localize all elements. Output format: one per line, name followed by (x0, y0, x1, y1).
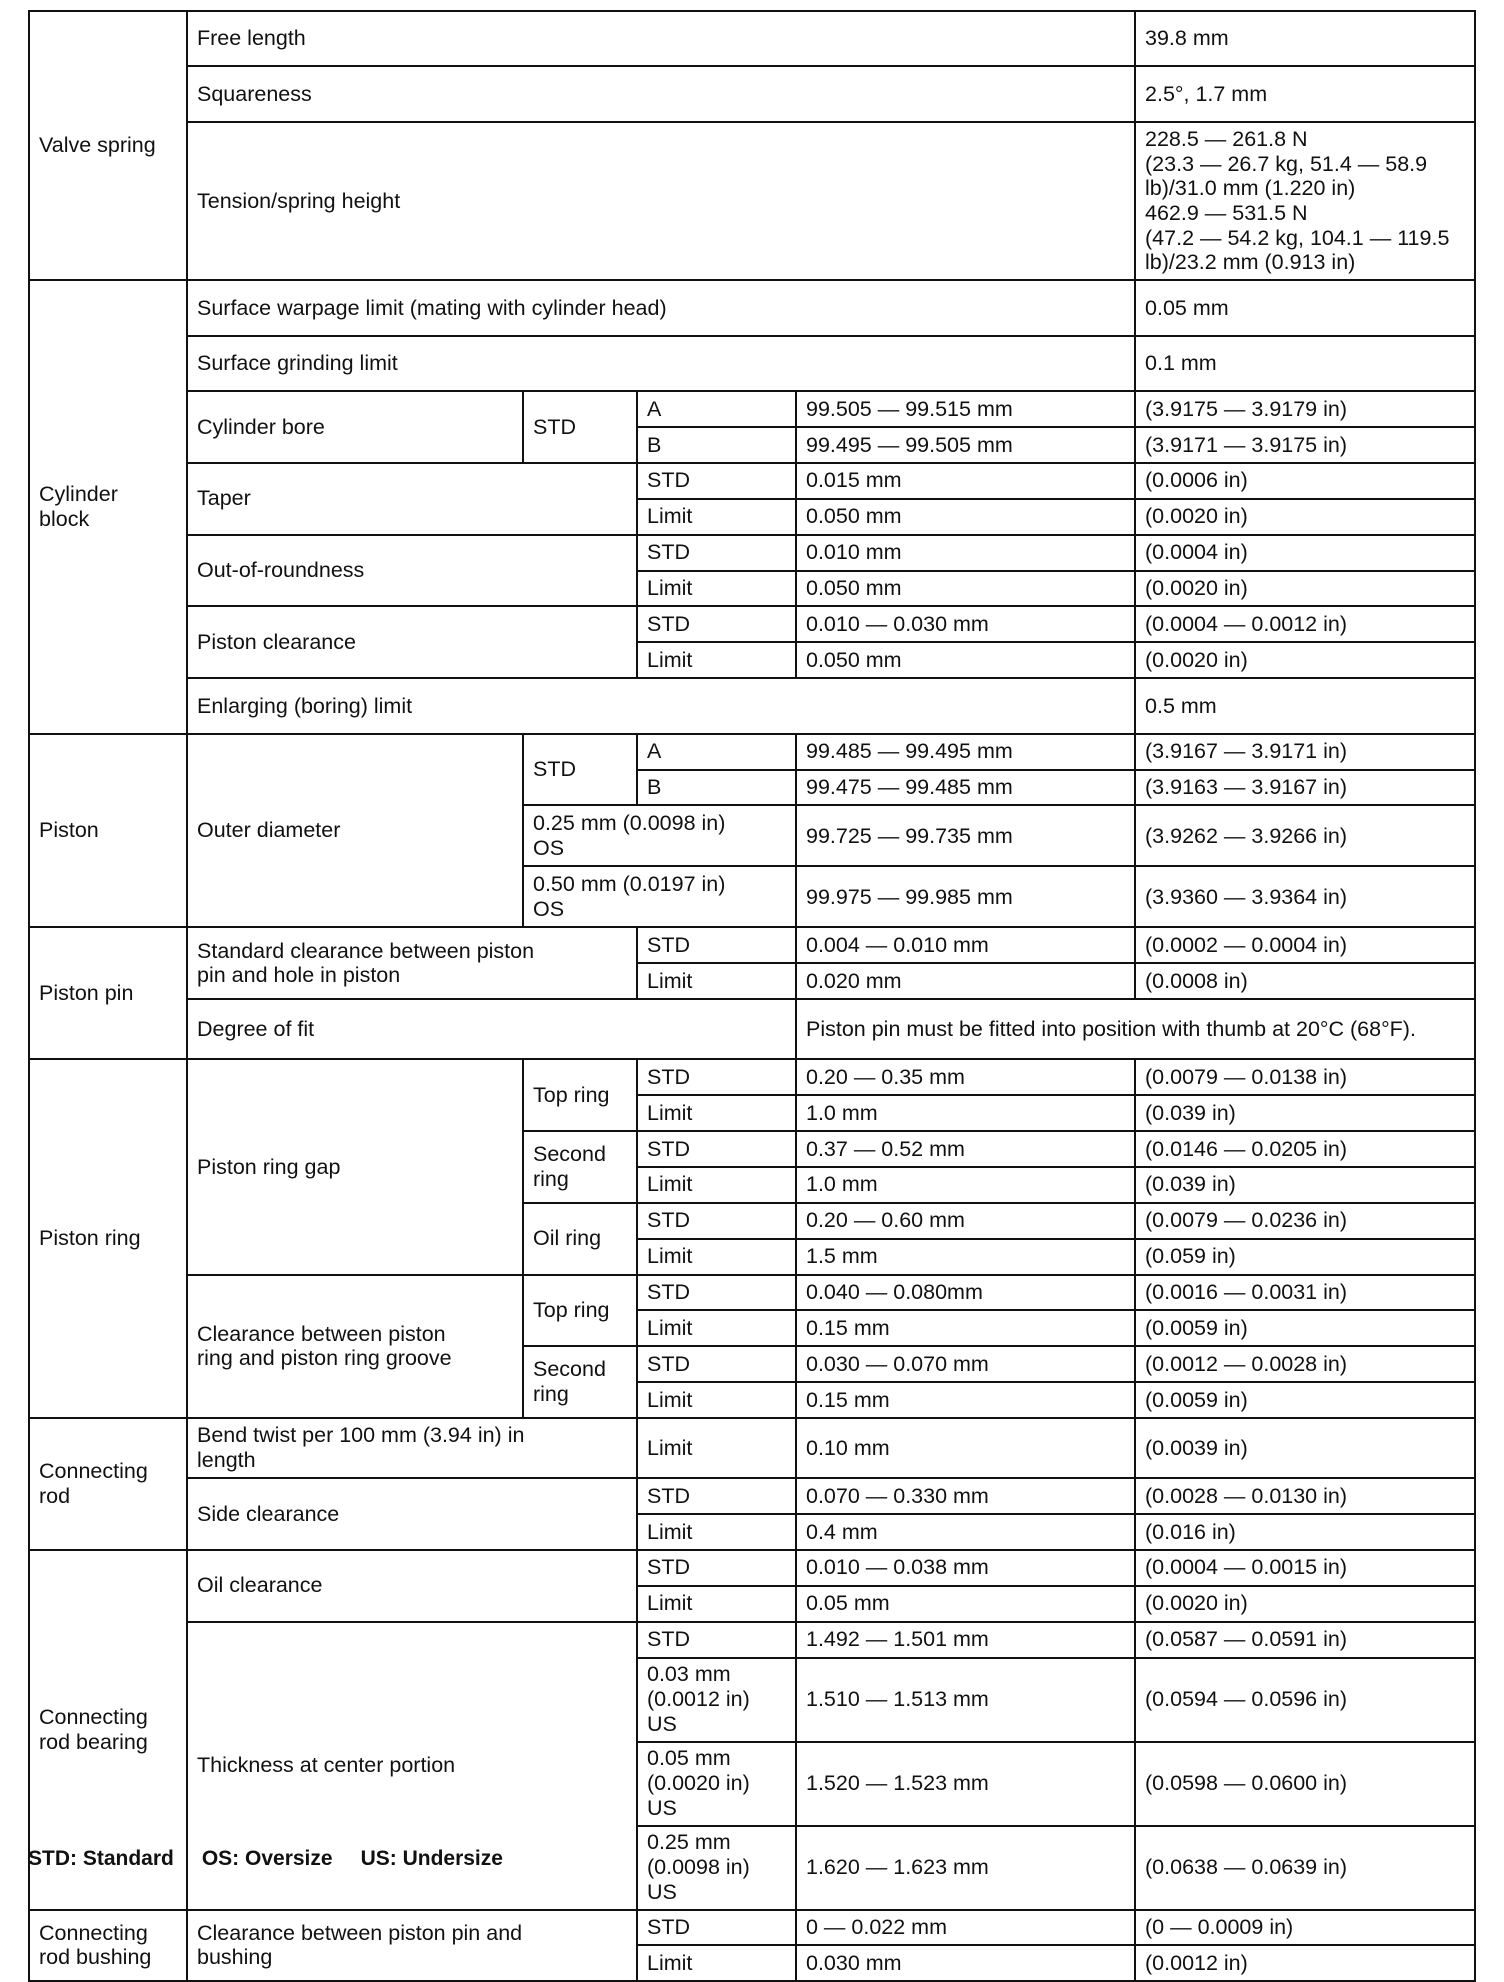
value-in: (0.0020 in) (1135, 1586, 1475, 1622)
value-in: (0.0020 in) (1135, 571, 1475, 607)
value-in: (0.0638 — 0.0639 in) (1135, 1826, 1475, 1910)
limit-label: Limit (637, 1945, 796, 1981)
value-mm: 2.5°, 1.7 mm (1135, 66, 1475, 121)
group-label-line: Connecting (39, 1920, 148, 1945)
undersize-line: 0.25 mm (647, 1830, 731, 1855)
table-row (29, 391, 1475, 427)
item-label: Free length (187, 11, 1135, 66)
limit-label: Limit (637, 1586, 796, 1622)
std-label: STD (637, 1131, 796, 1167)
group-label-line: rod bearing (39, 1729, 148, 1754)
value-mm: 1.492 — 1.501 mm (796, 1622, 1135, 1658)
tension-line: 462.9 — 531.5 N (1145, 201, 1308, 226)
std-label: STD (523, 734, 637, 806)
value-mm: 0.010 — 0.030 mm (796, 606, 1135, 642)
item-label: Squareness (187, 66, 1135, 121)
value-mm: 0.010 — 0.038 mm (796, 1550, 1135, 1586)
value-in: (0.039 in) (1135, 1167, 1475, 1203)
value-mm: 0.004 — 0.010 mm (796, 927, 1135, 963)
value-mm: 39.8 mm (1135, 11, 1475, 66)
table-row (29, 1550, 1475, 1586)
value-mm: 99.475 — 99.485 mm (796, 770, 1135, 806)
table-row (29, 606, 1475, 642)
value-in: (0.0059 in) (1135, 1382, 1475, 1418)
value-mm: 0.030 — 0.070 mm (796, 1346, 1135, 1382)
value-mm: 0.015 mm (796, 463, 1135, 499)
oversize-label (523, 805, 796, 866)
value-in: (0.0004 — 0.0012 in) (1135, 606, 1475, 642)
std-label: STD (523, 391, 637, 463)
value-mm: 0.4 mm (796, 1514, 1135, 1550)
group-valve-spring: Valve spring (29, 11, 187, 280)
std-label: STD (637, 606, 796, 642)
undersize-line: (0.0098 in) (647, 1855, 750, 1880)
group-label-line: rod (39, 1483, 71, 1508)
value-mm: 0.37 — 0.52 mm (796, 1131, 1135, 1167)
value-in: (0.0012 — 0.0028 in) (1135, 1346, 1475, 1382)
undersize-line: 0.03 mm (647, 1662, 731, 1687)
std-label: STD (637, 1910, 796, 1946)
limit-label: Limit (637, 1418, 796, 1478)
ring-label (523, 1346, 637, 1418)
value-mm: 0.050 mm (796, 571, 1135, 607)
value-mm: 99.975 — 99.985 mm (796, 866, 1135, 927)
std-label: STD (637, 1275, 796, 1311)
table-row (29, 734, 1475, 770)
ring-label (523, 1131, 637, 1203)
oversize-tag: OS (533, 835, 565, 860)
value-mm: 1.0 mm (796, 1167, 1135, 1203)
value-in: (0.0020 in) (1135, 499, 1475, 535)
group-connecting-rod (29, 1418, 187, 1550)
undersize-label (637, 1658, 796, 1742)
table-row (29, 1622, 1475, 1658)
value-mm: 0.15 mm (796, 1310, 1135, 1346)
limit-label: Limit (637, 642, 796, 678)
undersize-line: US (647, 1795, 677, 1820)
limit-label: Limit (637, 499, 796, 535)
value-in: (0.0594 — 0.0596 in) (1135, 1658, 1475, 1742)
item-label: Outer diameter (187, 734, 523, 928)
undersize-line: US (647, 1879, 677, 1904)
group-label-line: Connecting (39, 1704, 148, 1729)
item-label: Degree of fit (187, 999, 796, 1059)
item-label-line: bushing (197, 1945, 273, 1970)
tension-line: (23.3 — 26.7 kg, 51.4 — 58.9 lb)/31.0 mm (1.220 in) (1145, 151, 1428, 201)
ring-label-line: Second (533, 1357, 606, 1382)
value-in: (0.0079 — 0.0138 in) (1135, 1059, 1475, 1095)
value-in: (0.0598 — 0.0600 in) (1135, 1742, 1475, 1826)
value-mm: 1.5 mm (796, 1239, 1135, 1275)
item-label: Side clearance (187, 1478, 637, 1550)
value-in: (0.0012 in) (1135, 1945, 1475, 1981)
value-mm: 0.010 mm (796, 535, 1135, 571)
group-piston-pin: Piston pin (29, 927, 187, 1059)
value-in: (0.0059 in) (1135, 1310, 1475, 1346)
item-label (187, 1275, 523, 1419)
value-in: (0.0004 in) (1135, 535, 1475, 571)
table-row (29, 1059, 1475, 1095)
table-row (29, 336, 1475, 391)
value-in: (0.0079 — 0.0236 in) (1135, 1203, 1475, 1239)
item-label (187, 927, 637, 999)
grade-label: A (637, 391, 796, 427)
item-label: Thickness at center portion (187, 1622, 637, 1910)
oversize-label (523, 866, 796, 927)
ring-label: Oil ring (523, 1203, 637, 1275)
item-label: Cylinder bore (187, 391, 523, 463)
limit-label: Limit (637, 1095, 796, 1131)
oversize-size: 0.50 mm (0.0197 in) (533, 872, 726, 897)
std-label: STD (637, 927, 796, 963)
value-in: (3.9262 — 3.9266 in) (1135, 805, 1475, 866)
value-in: (0.0008 in) (1135, 963, 1475, 999)
oversize-size: 0.25 mm (0.0098 in) (533, 811, 726, 836)
limit-label: Limit (637, 571, 796, 607)
limit-label: Limit (637, 1382, 796, 1418)
value-in: (0.0006 in) (1135, 463, 1475, 499)
grade-label: B (637, 427, 796, 463)
item-label: Piston ring gap (187, 1059, 523, 1274)
group-label-line: Cylinder (39, 482, 118, 507)
value-mm: 99.725 — 99.735 mm (796, 805, 1135, 866)
value-in: (3.9163 — 3.9167 in) (1135, 770, 1475, 806)
value-in: (0.0028 — 0.0130 in) (1135, 1478, 1475, 1514)
value-mm: 1.510 — 1.513 mm (796, 1658, 1135, 1742)
value-mm: 0.030 mm (796, 1945, 1135, 1981)
value-mm: 1.0 mm (796, 1095, 1135, 1131)
value-in: (0.0020 in) (1135, 642, 1475, 678)
value-mm: 0.1 mm (1135, 336, 1475, 391)
item-label: Oil clearance (187, 1550, 637, 1622)
item-label-line: Clearance between piston pin and (197, 1920, 523, 1945)
value-mm: 99.505 — 99.515 mm (796, 391, 1135, 427)
std-label: STD (637, 1203, 796, 1239)
item-label: Surface warpage limit (mating with cylinder head) (187, 280, 1135, 335)
item-label: Surface grinding limit (187, 336, 1135, 391)
abbreviation-legend (28, 1847, 531, 1871)
item-label: Out-of-roundness (187, 535, 637, 607)
table-row (29, 1275, 1475, 1311)
item-label: Enlarging (boring) limit (187, 678, 1135, 733)
limit-label: Limit (637, 1167, 796, 1203)
value-in: (0.0146 — 0.0205 in) (1135, 1131, 1475, 1167)
table-row (29, 1910, 1475, 1946)
table-row (29, 535, 1475, 571)
item-label-line: Bend twist per 100 mm (3.94 in) in (197, 1423, 525, 1448)
std-label: STD (637, 1346, 796, 1382)
undersize-label (637, 1826, 796, 1910)
value-in: (3.9167 — 3.9171 in) (1135, 734, 1475, 770)
undersize-label (637, 1742, 796, 1826)
undersize-line: US (647, 1711, 677, 1736)
value-in: (3.9360 — 3.9364 in) (1135, 866, 1475, 927)
item-label-line: pin and hole in piston (197, 963, 401, 988)
value-in: (0.0002 — 0.0004 in) (1135, 927, 1475, 963)
group-label-line: rod bushing (39, 1945, 152, 1970)
value-mm: 0.20 — 0.35 mm (796, 1059, 1135, 1095)
value-mm: 0 — 0.022 mm (796, 1910, 1135, 1946)
table-row (29, 11, 1475, 66)
table-row (29, 122, 1475, 280)
value-mm: 0.05 mm (1135, 280, 1475, 335)
value-mm: 0.050 mm (796, 642, 1135, 678)
undersize-line: 0.05 mm (647, 1746, 731, 1771)
legend-std: STD: Standard (28, 1847, 174, 1870)
std-label: STD (637, 535, 796, 571)
item-label (187, 1910, 637, 1982)
value-mm: 0.15 mm (796, 1382, 1135, 1418)
legend-us: US: Undersize (360, 1847, 503, 1870)
item-label-line: Clearance between piston (197, 1321, 446, 1346)
group-cylinder-block (29, 280, 187, 733)
std-label: STD (637, 1622, 796, 1658)
value-mm: 0.05 mm (796, 1586, 1135, 1622)
table-row (29, 66, 1475, 121)
table-row (29, 280, 1475, 335)
table-row (29, 678, 1475, 733)
value-in: (3.9175 — 3.9179 in) (1135, 391, 1475, 427)
group-label-line: Connecting (39, 1459, 148, 1484)
value-mm: 0.5 mm (1135, 678, 1475, 733)
value-mm: 1.520 — 1.523 mm (796, 1742, 1135, 1826)
value-mm: 99.485 — 99.495 mm (796, 734, 1135, 770)
std-label: STD (637, 1059, 796, 1095)
limit-label: Limit (637, 1239, 796, 1275)
group-piston: Piston (29, 734, 187, 928)
value-in: (0.0587 — 0.0591 in) (1135, 1622, 1475, 1658)
value-in: (0.016 in) (1135, 1514, 1475, 1550)
value-mm: 0.040 — 0.080mm (796, 1275, 1135, 1311)
ring-label: Top ring (523, 1059, 637, 1131)
group-label-line: block (39, 506, 90, 531)
limit-label: Limit (637, 1310, 796, 1346)
value-in: (0.0016 — 0.0031 in) (1135, 1275, 1475, 1311)
item-label: Taper (187, 463, 637, 535)
value-in: (0.039 in) (1135, 1095, 1475, 1131)
value-in: (0.0004 — 0.0015 in) (1135, 1550, 1475, 1586)
fit-value: Piston pin must be fitted into position with thumb at 20°C (68°F). (796, 999, 1475, 1059)
std-label: STD (637, 1478, 796, 1514)
item-label-line: length (197, 1448, 256, 1473)
item-label (187, 1418, 637, 1478)
value-in: (0 — 0.0009 in) (1135, 1910, 1475, 1946)
value-mm: 0.10 mm (796, 1418, 1135, 1478)
limit-label: Limit (637, 963, 796, 999)
spec-table (28, 10, 1476, 1982)
ring-label: Top ring (523, 1275, 637, 1347)
value-mm: 0.070 — 0.330 mm (796, 1478, 1135, 1514)
value-mm: 0.20 — 0.60 mm (796, 1203, 1135, 1239)
ring-label-line: ring (533, 1382, 569, 1407)
table-row (29, 1478, 1475, 1514)
item-label: Tension/spring height (187, 122, 1135, 280)
value-mm: 99.495 — 99.505 mm (796, 427, 1135, 463)
tension-line: (47.2 — 54.2 kg, 104.1 — 119.5 lb)/23.2 mm (0.913 in) (1145, 225, 1450, 275)
value-mm: 1.620 — 1.623 mm (796, 1826, 1135, 1910)
oversize-tag: OS (533, 896, 565, 921)
legend-os: OS: Oversize (201, 1847, 333, 1870)
tension-line: 228.5 — 261.8 N (1145, 126, 1308, 151)
ring-label-line: Second (533, 1142, 606, 1167)
value-mm: 0.020 mm (796, 963, 1135, 999)
value-in: (0.059 in) (1135, 1239, 1475, 1275)
item-label: Piston clearance (187, 606, 637, 678)
group-rod-bushing (29, 1910, 187, 1982)
value-in: (3.9171 — 3.9175 in) (1135, 427, 1475, 463)
std-label: STD (637, 1550, 796, 1586)
table-row (29, 999, 1475, 1059)
grade-label: B (637, 770, 796, 806)
undersize-line: (0.0020 in) (647, 1771, 750, 1796)
ring-label-line: ring (533, 1166, 569, 1191)
limit-label: Limit (637, 1514, 796, 1550)
group-piston-ring: Piston ring (29, 1059, 187, 1418)
table-row (29, 1418, 1475, 1478)
item-label-line: ring and piston ring groove (197, 1346, 452, 1371)
item-label-line: Standard clearance between piston (197, 938, 535, 963)
grade-label: A (637, 734, 796, 770)
undersize-line: (0.0012 in) (647, 1687, 750, 1712)
tension-value (1135, 122, 1475, 280)
value-mm: 0.050 mm (796, 499, 1135, 535)
table-row (29, 927, 1475, 963)
value-in: (0.0039 in) (1135, 1418, 1475, 1478)
std-label: STD (637, 463, 796, 499)
table-row (29, 463, 1475, 499)
